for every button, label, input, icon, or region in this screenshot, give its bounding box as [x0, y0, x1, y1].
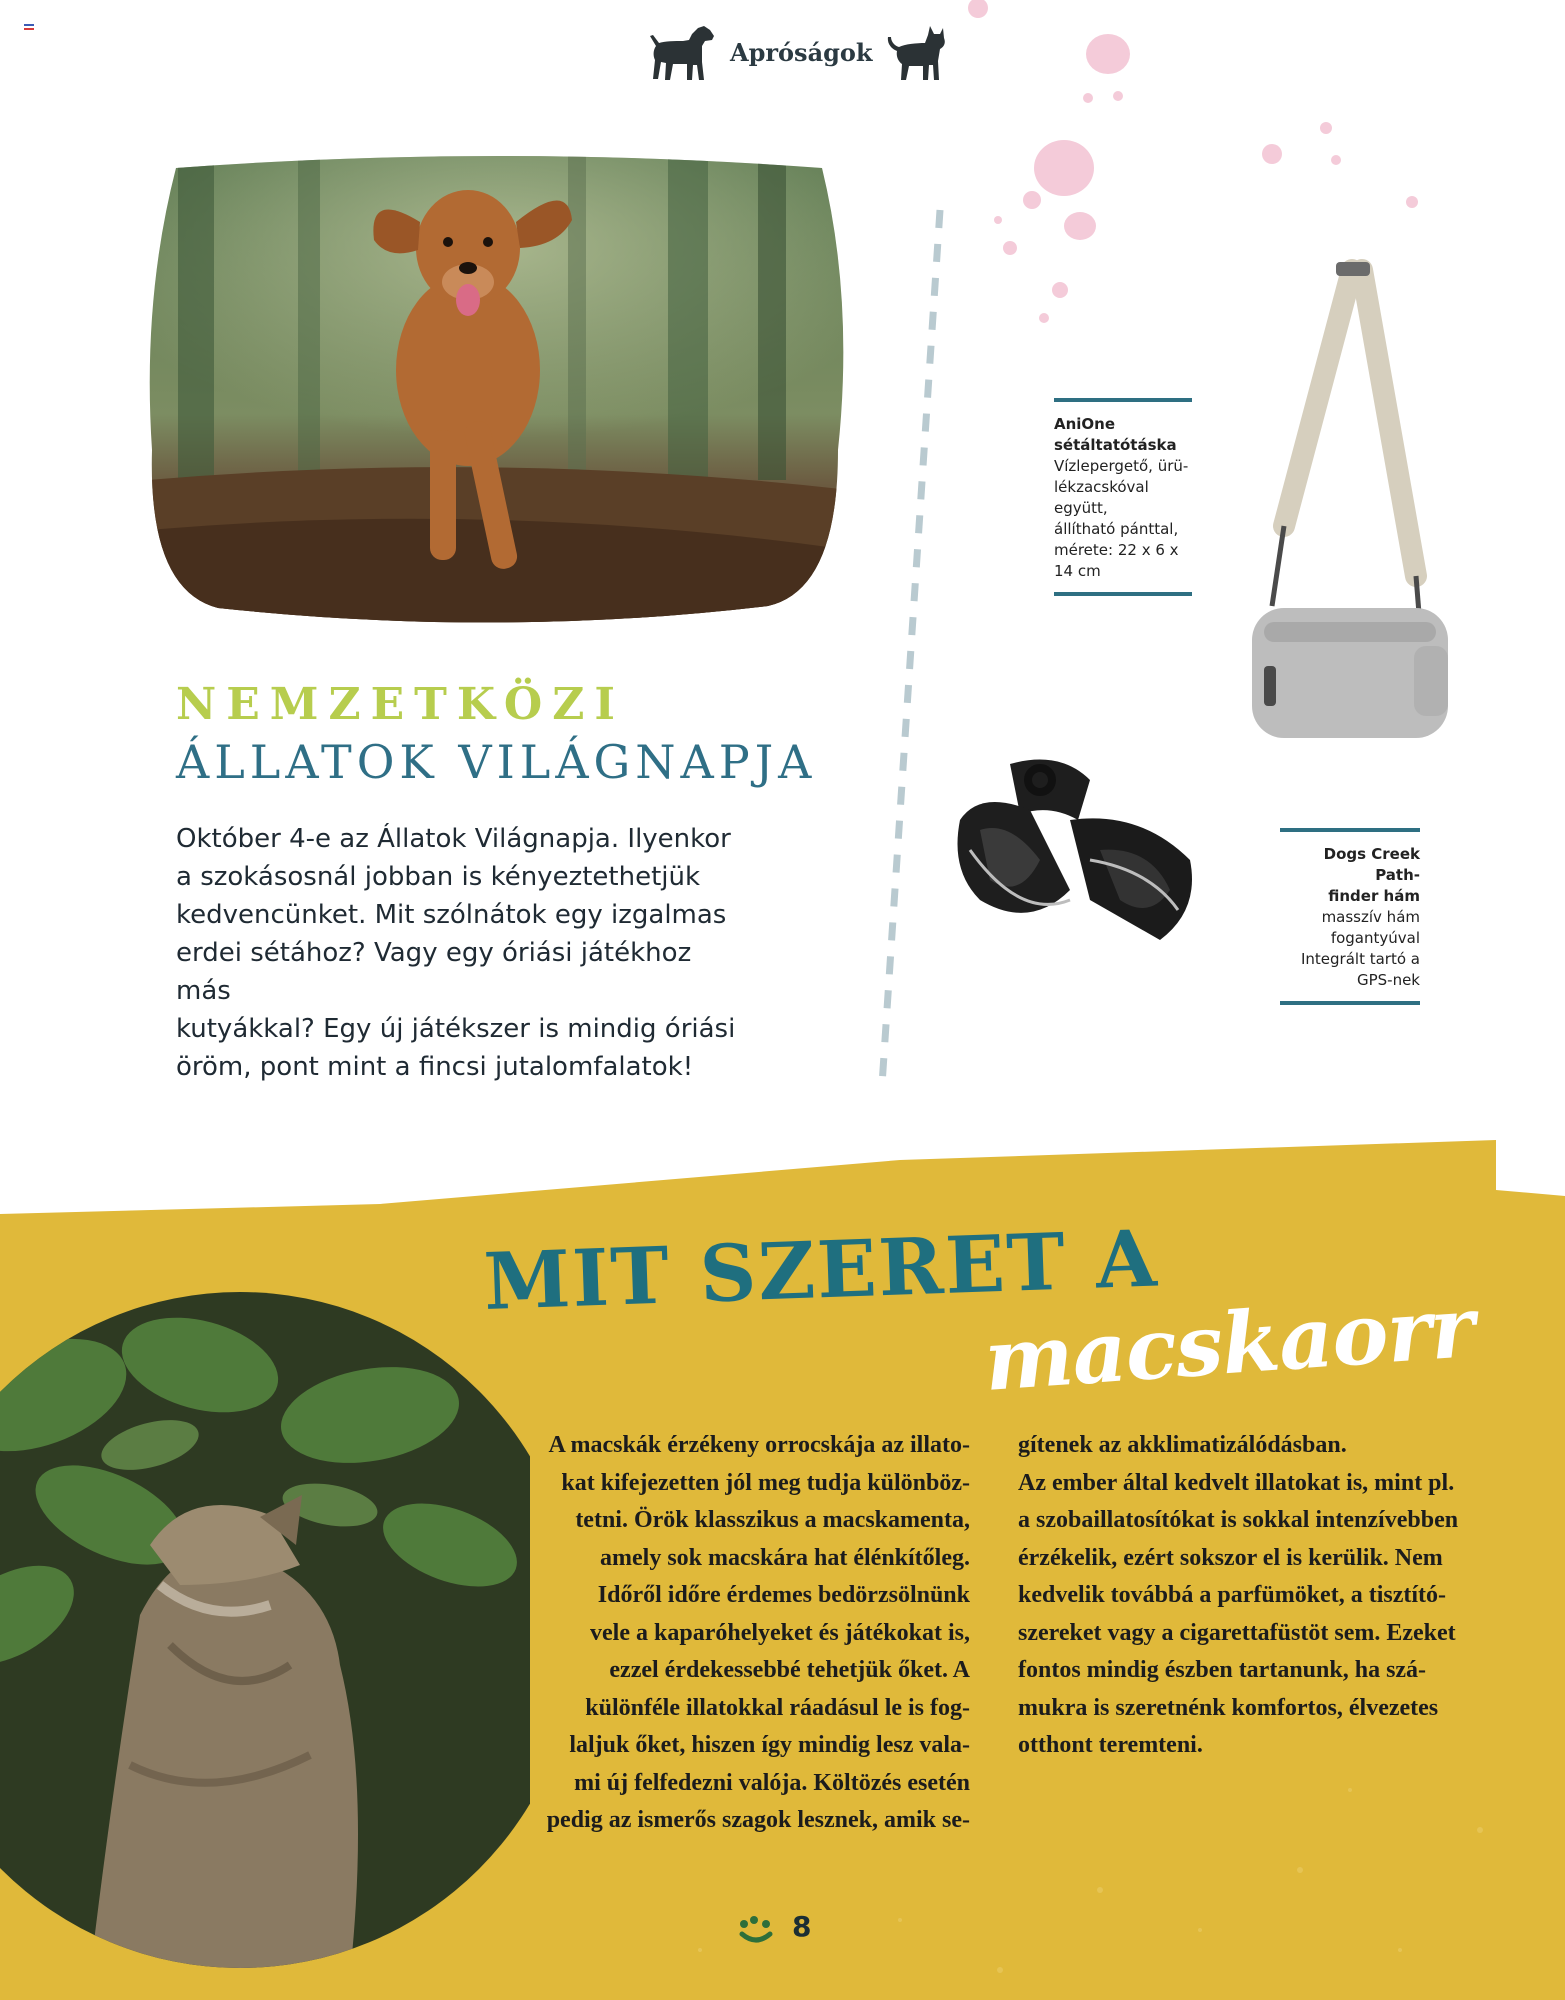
dog-harness-image	[950, 750, 1210, 960]
product-harness-desc: fogantyúval	[1330, 929, 1420, 947]
walking-bag-image	[1244, 256, 1464, 756]
article-headline	[176, 680, 836, 792]
text-line: vele a kaparóhelyeket és játékokat is,	[590, 1619, 970, 1646]
text-line: fontos mindig észben tartanunk, ha szá-	[1018, 1657, 1427, 1683]
text-line: tetni. Örök klasszikus a macskamenta,	[575, 1507, 970, 1533]
cat-text-right-column	[1018, 1427, 1498, 1765]
text-line: A macskák érzékeny orrocskája az illato-	[548, 1432, 970, 1458]
text-line: kat kifejezetten jól meg tudja különböz-	[561, 1469, 970, 1496]
headline-kicker: NEMZETKÖZI	[176, 679, 625, 730]
intro-line: erdei sétához? Vagy egy óriási játékhoz más	[176, 938, 692, 1006]
intro-line: öröm, pont mint a fincsi jutalomfalatok!	[176, 1052, 694, 1082]
text-line: mukra is szeretnénk komfortos, élvezetes	[1018, 1694, 1439, 1721]
product-bag-desc: lékzacskóval együtt,	[1054, 478, 1149, 517]
text-line: különféle illatokkal ráadásul le is fog-	[585, 1694, 970, 1721]
text-line: érzékelik, ezért sokszor el is kerülik. Nem	[1018, 1544, 1443, 1571]
section-header	[648, 22, 948, 84]
product-rule-bottom	[1054, 592, 1192, 596]
cat-title-script: macskaorr	[981, 1277, 1477, 1410]
text-line: a szobaillatosítókat is sokkal intenzívebben	[1018, 1507, 1459, 1533]
text-line: ezzel érdekessebbé tehetjük őket. A	[609, 1657, 970, 1683]
product-bag-name: AniOne	[1054, 415, 1116, 433]
article-intro	[176, 820, 746, 1086]
intro-line: kutyákkal? Egy új játékszer is mindig óriási	[176, 1014, 736, 1044]
cat-title-main: MIT SZERET A	[482, 1213, 1160, 1328]
cat-text-left-column	[500, 1427, 970, 1840]
text-line: amely sok macskára hat élénkítőleg.	[600, 1544, 970, 1571]
product-harness-desc: GPS-nek	[1356, 971, 1420, 989]
text-line: Időről időre érdemes bedörzsölnünk	[597, 1582, 970, 1608]
cat-section-title	[482, 1213, 1484, 1410]
product-harness-desc: Integrált tartó a	[1301, 950, 1420, 968]
product-bag-desc: állítható pánttal,	[1054, 520, 1179, 538]
text-line: pedig az ismerős szagok lesznek, amik se-	[546, 1807, 970, 1833]
paw-logo-icon	[736, 1916, 776, 1946]
section-title: Apróságok	[730, 38, 873, 67]
product-harness-info	[1280, 828, 1420, 1005]
page-number-text: 8	[792, 1910, 812, 1943]
intro-line: a szokásosnál jobban is kényeztethetjük	[176, 862, 701, 892]
product-bag-info	[1054, 398, 1192, 596]
product-bag-desc: mérete: 22 x 6 x 14 cm	[1054, 541, 1179, 580]
text-line: kedvelik továbbá a parfümöket, a tisztító-	[1018, 1582, 1446, 1608]
intro-line: kedvencünket. Mit szólnátok egy izgalmas	[176, 900, 727, 930]
text-line: laljuk őket, hiszen így mindig lesz vala-	[569, 1732, 970, 1758]
dog-silhouette-icon	[648, 22, 716, 84]
text-line: gítenek az akklimatizálódásban.	[1018, 1432, 1347, 1458]
text-line: szereket vagy a cigarettafüstöt sem. Ezeket	[1018, 1619, 1456, 1646]
product-bag-name: sétáltatótáska	[1054, 436, 1177, 454]
text-line: mi új felfedezni valója. Költözés esetén	[574, 1769, 970, 1796]
product-rule-bottom	[1280, 1001, 1420, 1005]
product-harness-desc: masszív hám	[1321, 908, 1420, 926]
cat-silhouette-icon	[880, 22, 948, 84]
product-bag-desc: Vízlepergető, ürü-	[1054, 457, 1189, 475]
corner-flag-mark	[24, 24, 34, 30]
page-number	[736, 1910, 826, 1950]
text-line: Az ember által kedvelt illatokat is, mint pl.	[1018, 1469, 1455, 1496]
dashed-divider	[868, 200, 948, 1100]
cat-sniffing-photo	[0, 1285, 530, 1975]
product-harness-name: Dogs Creek Path-	[1323, 845, 1420, 884]
product-harness-name: finder hám	[1328, 887, 1420, 905]
intro-line: Október 4-e az Állatok Világnapja. Ilyenkor	[176, 824, 731, 854]
text-line: otthont teremteni.	[1018, 1732, 1203, 1758]
headline-title: ÁLLATOK VILÁGNAPJA	[176, 735, 817, 789]
running-dog-photo	[148, 150, 850, 630]
